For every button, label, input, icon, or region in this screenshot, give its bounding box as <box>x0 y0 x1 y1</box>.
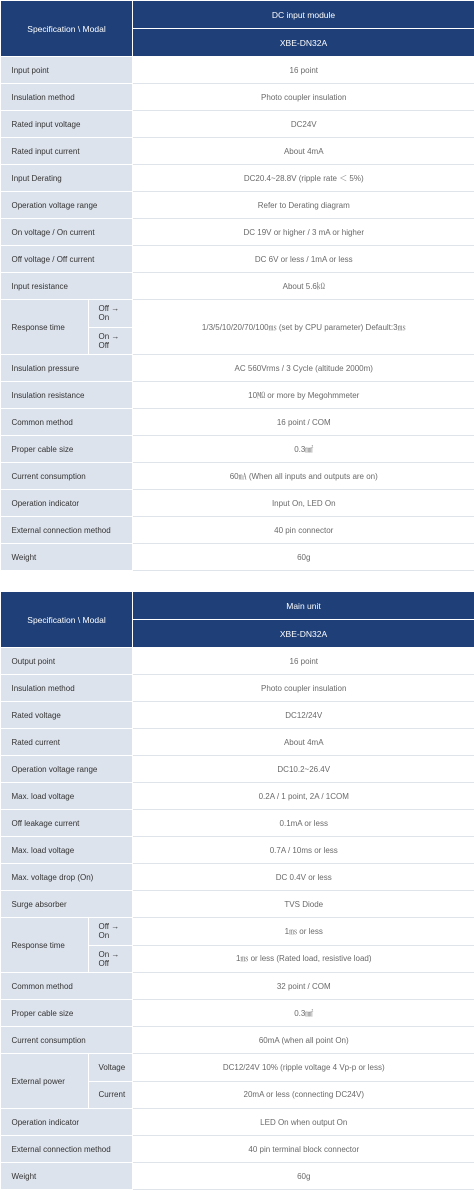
table2-power-value-2: 20mA or less (connecting DC24V) <box>133 1081 474 1109</box>
table2-row-value: 60mA (when all point On) <box>133 1027 474 1054</box>
table1-row-value: About 4mA <box>133 138 474 165</box>
table2-row-label: Common method <box>1 973 133 1000</box>
table2-row-label: Output point <box>1 648 133 675</box>
table-row <box>1 409 474 436</box>
table-row <box>1 675 474 702</box>
table2-power-value-1: DC12/24V 10% (ripple voltage 4 Vp-p or less) <box>133 1054 474 1082</box>
table-row <box>1 517 474 544</box>
table2-row-label: Surge absorber <box>1 891 133 918</box>
table-row <box>1 219 474 246</box>
table-row <box>1 57 474 84</box>
table1-row-value: 16 point <box>133 57 474 84</box>
table2-row-value: 16 point <box>133 648 474 675</box>
table1-response-off-on: Off → On <box>89 300 133 328</box>
table-row <box>1 810 474 837</box>
table-row <box>1 891 474 918</box>
table1-row-label: External connection method <box>1 517 133 544</box>
table1-corner-header: Specification \ Modal <box>1 1 133 57</box>
table2-row-value: 0.7A / 10ms or less <box>133 837 474 864</box>
table1-row-value: Refer to Derating diagram <box>133 192 474 219</box>
table2-row-value: DC12/24V <box>133 702 474 729</box>
table2-row-label: Max. load voltage <box>1 783 133 810</box>
table2-row-label: Max. load voltage <box>1 837 133 864</box>
table2-row-value: LED On when output On <box>133 1109 474 1136</box>
table-row <box>1 84 474 111</box>
table2-row-label: Insulation method <box>1 675 133 702</box>
table2-row-value: 32 point / COM <box>133 973 474 1000</box>
table2-response-on-off: On → Off <box>98 949 120 968</box>
table1-row-label: Proper cable size <box>1 436 133 463</box>
table2-row-value: DC10.2~26.4V <box>133 756 474 783</box>
table2-row-label: Weight <box>1 1163 133 1190</box>
table-row <box>1 1000 474 1027</box>
table1-row-value: 10㏁ or more by Megohmmeter <box>133 382 474 409</box>
table2-power-current: Current <box>98 1090 126 1100</box>
table-row <box>1 783 474 810</box>
table2-row-label: Off leakage current <box>1 810 133 837</box>
table2-row-value: 0.1mA or less <box>133 810 474 837</box>
table1-row-label: Common method <box>1 409 133 436</box>
main-unit-spec-table <box>0 591 474 1190</box>
table1-row-value: 16 point / COM <box>133 409 474 436</box>
table-row <box>1 1027 474 1054</box>
table1-row-label: Input resistance <box>1 273 133 300</box>
table2-row-label: Operation indicator <box>1 1109 133 1136</box>
table2-row-value: DC 0.4V or less <box>133 864 474 891</box>
table2-row-value: 0.3㎟ <box>133 1000 474 1027</box>
table2-row-label: Max. voltage drop (On) <box>1 864 133 891</box>
table2-header-model: XBE-DN32A <box>133 620 474 648</box>
table2-row-value: 0.2A / 1 point, 2A / 1COM <box>133 783 474 810</box>
table1-row-label: Insulation method <box>1 84 133 111</box>
table-row <box>1 382 474 409</box>
table1-row-label: Current consumption <box>1 463 133 490</box>
table1-row-label: Operation indicator <box>1 490 133 517</box>
table1-row-value: 40 pin connector <box>133 517 474 544</box>
table-row <box>1 648 474 675</box>
table-row <box>1 111 474 138</box>
table1-row-label: Operation voltage range <box>1 192 133 219</box>
table1-response-row <box>1 300 474 355</box>
table1-response-value: 1/3/5/10/20/70/100㎳ (set by CPU parameter) Default:3㎳ <box>133 300 474 355</box>
table1-row-value: DC 6V or less / 1mA or less <box>133 246 474 273</box>
table-row <box>1 756 474 783</box>
table2-header-module: Main unit <box>133 592 474 620</box>
table1-header-model: XBE-DN32A <box>133 29 474 57</box>
table1-row-label: Off voltage / Off current <box>1 246 133 273</box>
table-row <box>1 463 474 490</box>
table1-row-label: On voltage / On current <box>1 219 133 246</box>
table1-row-label: Input Derating <box>1 165 133 192</box>
table1-header-module: DC input module <box>133 1 474 29</box>
table2-row-label: Operation voltage range <box>1 756 133 783</box>
table-row <box>1 355 474 382</box>
table2-corner-header: Specification \ Modal <box>1 592 133 648</box>
table1-row-value: AC 560Vrms / 3 Cycle (altitude 2000m) <box>133 355 474 382</box>
table-row <box>1 864 474 891</box>
table1-row-value: DC 19V or higher / 3 mA or higher <box>133 219 474 246</box>
table1-row-value: 0.3㎟ <box>133 436 474 463</box>
table1-response-label: Response time <box>1 300 88 354</box>
table1-row-value: DC20.4~28.8V (ripple rate ＜ 5%) <box>133 165 474 192</box>
table-row <box>1 138 474 165</box>
dc-input-spec-table <box>0 0 474 571</box>
table1-row-value: DC24V <box>133 111 474 138</box>
table2-response-off-on: Off → On <box>89 918 133 946</box>
table1-row-value: About 5.6㏀ <box>133 273 474 300</box>
table-row <box>1 165 474 192</box>
table2-row-label: Proper cable size <box>1 1000 133 1027</box>
table1-row-label: Insulation pressure <box>1 355 133 382</box>
table1-row-value: Photo coupler insulation <box>133 84 474 111</box>
table1-row-label: Insulation resistance <box>1 382 133 409</box>
table2-row-value: 40 pin terminal block connector <box>133 1136 474 1163</box>
table-row <box>1 1163 474 1190</box>
table-row <box>1 273 474 300</box>
table1-row-value: 60g <box>133 544 474 571</box>
table2-response-label: Response time <box>1 918 88 972</box>
table1-row-label: Weight <box>1 544 133 571</box>
table1-row-label: Input point <box>1 57 133 84</box>
table-row <box>1 1109 474 1136</box>
table-row <box>1 702 474 729</box>
table-row <box>1 192 474 219</box>
table-row <box>1 490 474 517</box>
table1-row-label: Rated input voltage <box>1 111 133 138</box>
table2-power-label: External power <box>1 1054 88 1108</box>
table2-power-voltage: Voltage <box>89 1054 133 1082</box>
table2-response-row <box>1 918 474 946</box>
table-row <box>1 436 474 463</box>
table2-row-value: Photo coupler insulation <box>133 675 474 702</box>
table-row <box>1 837 474 864</box>
table-row <box>1 246 474 273</box>
table1-row-label: Rated input current <box>1 138 133 165</box>
table2-row-label: Current consumption <box>1 1027 133 1054</box>
table1-response-on-off: On → Off <box>98 331 120 350</box>
table2-row-label: Rated voltage <box>1 702 133 729</box>
table2-power-row <box>1 1054 474 1082</box>
table1-row-value: 60㎃ (When all inputs and outputs are on) <box>133 463 474 490</box>
table-row <box>1 973 474 1000</box>
table-row <box>1 729 474 756</box>
table1-row-value: Input On, LED On <box>133 490 474 517</box>
table-row <box>1 1136 474 1163</box>
table2-row-label: Rated current <box>1 729 133 756</box>
table2-row-label: External connection method <box>1 1136 133 1163</box>
table-row <box>1 544 474 571</box>
table2-row-value: TVS Diode <box>133 891 474 918</box>
table2-response-value-2: 1㎳ or less (Rated load, resistive load) <box>133 945 474 973</box>
table2-response-value-1: 1㎳ or less <box>133 918 474 946</box>
table2-row-value: About 4mA <box>133 729 474 756</box>
table2-row-value: 60g <box>133 1163 474 1190</box>
